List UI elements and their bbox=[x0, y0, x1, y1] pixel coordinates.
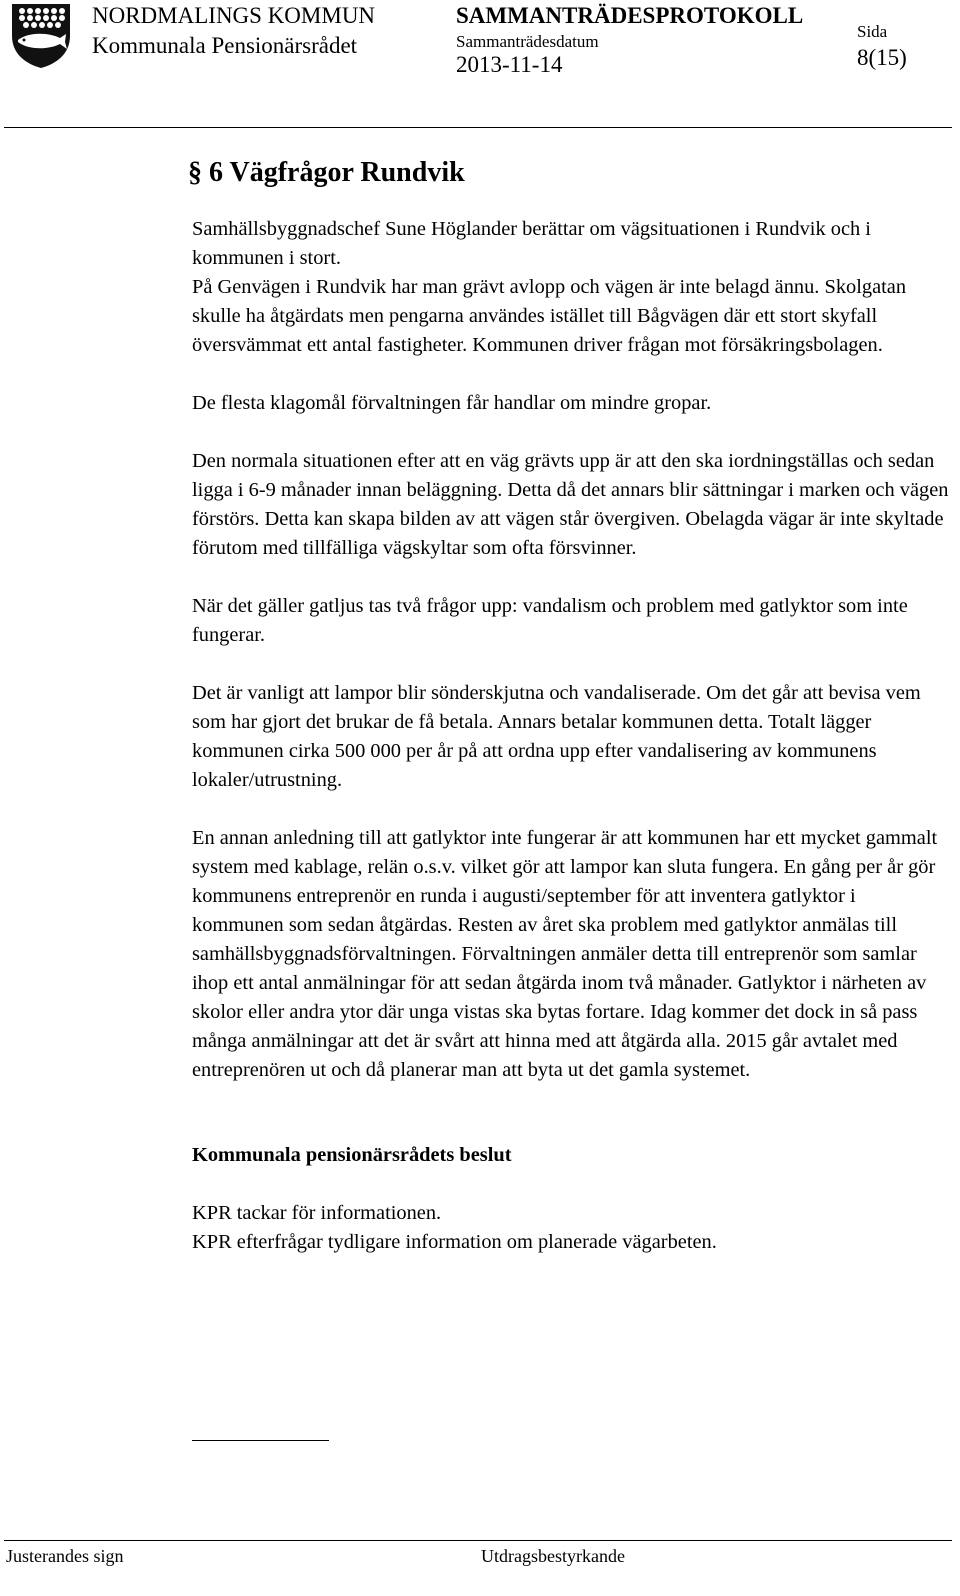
paragraph-complaints: De flesta klagomål förvaltningen får handlar om mindre gropar. bbox=[192, 392, 712, 414]
decision-heading: Kommunala pensionärsrådets beslut bbox=[192, 1144, 512, 1166]
municipality-name: NORDMALINGS KOMMUN bbox=[92, 3, 376, 28]
paragraph-road-situation: Den normala situationen efter att en väg grävts upp är att den ska iordningställas och sedan ligga i 6-9 månader innan beläggning. Detta då det annars blir sättningar i marken och vägen förstörs. Detta kan skapa bilden av att vägen står övergiven. Obelagda vägar är inte skyltade förutom med tillfälliga vägskyltar som ofta försvinner. bbox=[192, 450, 949, 559]
page-number: 8(15) bbox=[857, 45, 907, 70]
meeting-date: 2013-11-14 bbox=[456, 52, 563, 77]
footer-justerandes-sign: Justerandes sign bbox=[6, 1546, 124, 1566]
signature-line bbox=[192, 1440, 329, 1441]
footer-divider bbox=[4, 1540, 952, 1541]
document-body bbox=[188, 156, 952, 1257]
meeting-date-label: Sammanträdesdatum bbox=[456, 32, 599, 51]
department-name: Kommunala Pensionärsrådet bbox=[92, 33, 358, 58]
section-heading: § 6 Vägfrågor Rundvik bbox=[188, 157, 465, 188]
decision-line-2: KPR efterfrågar tydligare information om planerade vägarbeten. bbox=[192, 1231, 717, 1253]
paragraph-intro: Samhällsbyggnadschef Sune Höglander berättar om vägsituationen i Rundvik och i kommunen i stort. bbox=[192, 218, 871, 269]
paragraph-genvagen: På Genvägen i Rundvik har man grävt avlopp och vägen är inte belagd ännu. Skolgatan skulle ha åtgärdats men pengarna användes istället till Bågvägen där ett stort skyfall översvämmat ett antal fastigheter. Kommunen driver frågan mot försäkringsbolagen. bbox=[192, 276, 907, 356]
paragraph-street-lights: När det gäller gatljus tas två frågor upp: vandalism och problem med gatlyktor som inte fungerar. bbox=[192, 595, 908, 646]
document-type: SAMMANTRÄDESPROTOKOLL bbox=[456, 3, 804, 28]
paragraph-lamp-system: En annan anledning till att gatlyktor inte fungerar är att kommunen har ett mycket gammalt system med kablage, relän o.s.v. vilket gör att lampor kan sluta fungera. En gång per år gör kommunens entreprenör en runda i augusti/september för att inventera gatlyktor i kommunen som sedan åtgärdas. Resten av året ska problem med gatlyktor anmälas till samhällsbyggnadsförvaltningen. Förvaltningen anmäler detta till entreprenör som samlar ihop ett antal anmälningar för att sedan åtgärda inom två månader. Gatlyktor i närheten av skolor eller andra ytor där unga vistas ska bytas fortare. Idag kommer det dock in så pass många anmälningar att det är svårt att hinna med att åtgärda alla. 2015 går avtalet med entreprenören ut och då planerar man att byta ut det gamla systemet. bbox=[192, 827, 938, 1081]
header-divider bbox=[4, 127, 952, 128]
municipality-logo bbox=[10, 2, 72, 70]
footer-utdragsbestyrkande: Utdragsbestyrkande bbox=[481, 1546, 625, 1566]
page-label: Sida bbox=[857, 22, 888, 41]
paragraph-vandalism: Det är vanligt att lampor blir sönderskjutna och vandaliserade. Om det går att bevisa vem som har gjort det brukar de få betala. Annars betalar kommunen detta. Totalt lägger kommunen cirka 500 000 per år på att ordna upp efter vandalisering av kommunens lokaler/utrustning. bbox=[192, 682, 921, 791]
decision-line-1: KPR tackar för informationen. bbox=[192, 1202, 442, 1224]
